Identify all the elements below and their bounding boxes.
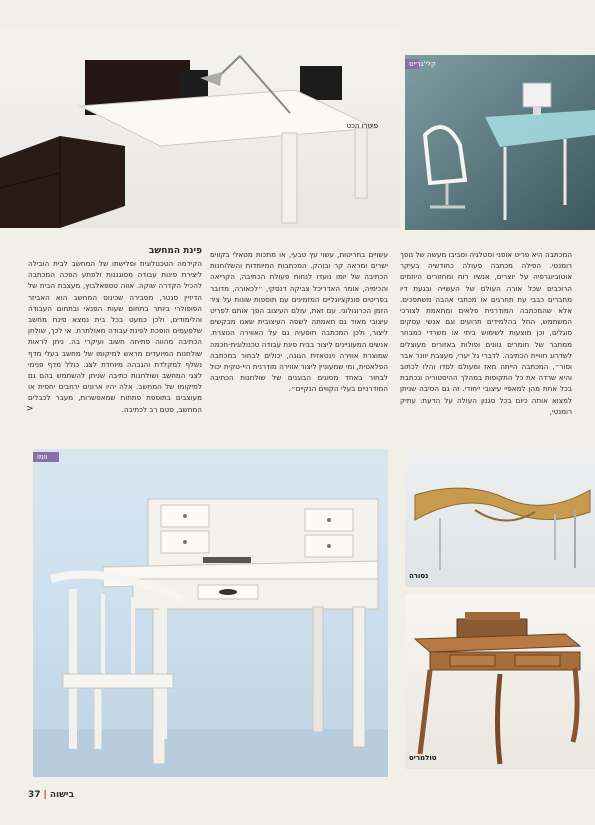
glass-desk-photo: [405, 55, 595, 230]
column-left-text: הקידמה הטכנולוגית ופלישתו של המחשב לבית הובילה ליצירת פינות עבודה מסוגננות ולפתע הפכה המכתבה להכיל הקדרה שוקה. אווה טספאלבוץ, מעצבת הבית של הדיזיין סנטר, מסבירה שכינוס המחשב הוא האביזר הפופולרי ביותר בתחום שעות הפנאי ובתחום העבודה והלימודים, ולכן כמעט בכל בית נמצא פינת מחשב שלפעמים הופכת לפינת עבודה מאולתרת. אי לכך, שולחן הכתיבה מהווה פתיחה חשוב ועיקרי בה. ניתן לראות שולחנות המיועדים מראש למיקומו של מחשב בעלי מדף נשלף למקלדת והגבהה מיוחדת לצג. כולל מדף פנימי לצגי המחשב ושולחנות כתיבה שניתן להשתמש בהם גם למיקומו של המחשב. אלה יהיו ארונים ירחבים יחסית או מעוצבים בתוספת פתחות שמאפשרות, מעבר לכבלים המחשב, סטם רב לכתיבה.: [28, 259, 202, 414]
wave-desk-illustration: [405, 450, 595, 587]
wood-desk-photo: [405, 594, 595, 769]
section-heading: פינת המחשב: [148, 246, 202, 256]
folio-separator: |: [43, 790, 47, 800]
white-desk-illustration: [33, 449, 388, 777]
column-right-text: המכתבה היא פריט אופני וסטלגיה וסביבו מעשה של נופך רומנטי. הפילה מכתבה פעולה כחודשיה בעיקר אוטוביוגרפיה על יוצרים, אנשיו רוח ומחזורים היוזמים הרוכבים שכל אורה העולם של העשייה ובגעת דיו מחברים כבבי עת תחרגים או מכתבי אהבה משתפכים. אלא שהמכתבה המודרנית פלאים ומתאמת לצורכי המשתמש, החל בהלמידים תרועים וגם אנשי עסקים סוגלים, וכן מוצעות לשימוש ביתי או משרדי כמבחר ממחבר של חומרים גוונים ופולות באזורים מעוצלים לשדרוג חוויית הכתיבה. לדברי גל יערי, מעצבת יוונר אבר וסור״, המכתבה הייתה מאז ומעולם לסדו והלו לכתוב והיא שרדה את כל התקופות במהלך ההיסטוריה ונכתבת בכל אחת מהן למאפיי עיצובי ייחודי. זה גם הסיבה שניתן למצוא אותה כיום בכל סגנון העולה על הדעת: עתיק רומנטי,: [400, 250, 572, 416]
column-middle-text: עשויים בחריטות, עשוי עץ טבעי, או מתכות מטאלי בקווים ישרים ומראה קר ובוהק. המכתבות המיוחדות והשלוחנות הכתיבה של יומו נועדו לנחות פעולת הכתיבה, הקריאה והכימיה, אומר האדריכל צביקה דנסקי, ״לכאורה, מדובר בפריטים פונקציונליים המזמינים עם תוספות שונות על ציר הזמן הכרונולוגי. עם זאת, עולם העיצוב הפך אותם לפריט עיצובי מאוד גם תאמתה לשפה העיצובית שאנו מבקשים ליצור, ולכן המכתבה תופעיה גם על האווירה הנוצרת. אנשים המעוניינים ליצור בבית פינת עבודה טכנולוגית-חכמה שמוצרת אווירה וינטאזית הגונה, יכולים לבחור במכתבה הפלאטית, ומי שמעוניין ליצור אווירה מודרנית היי-טקית יכול לבחור באחד מסוגים הבוגנים של שולחנות הכתיבה המודרניים בעלי הקווים הנקיים״.: [210, 250, 388, 394]
section-name: בישוה: [49, 790, 75, 800]
wave-desk-photo: [405, 450, 595, 587]
page-number: 37: [28, 790, 41, 800]
glass-desk-illustration: [405, 55, 595, 230]
text-column-left: [26, 246, 202, 415]
wood-desk-caption: טולמריס: [409, 754, 437, 762]
white-desk-photo: [33, 449, 388, 777]
wood-desk-illustration: [405, 594, 595, 769]
office-desk-photo: [0, 28, 400, 228]
continue-arrow: <: [26, 403, 34, 414]
page-folio: [28, 790, 74, 800]
text-column-middle: [210, 249, 388, 395]
glass-caption: קלי'גרייס: [409, 60, 436, 68]
text-column-right: [400, 249, 572, 417]
white-desk-caption: וומו: [37, 453, 48, 461]
wave-desk-caption: נסורה: [409, 572, 429, 580]
office-caption: פיטרו הכט: [346, 122, 378, 130]
office-desk-illustration: [0, 28, 400, 228]
